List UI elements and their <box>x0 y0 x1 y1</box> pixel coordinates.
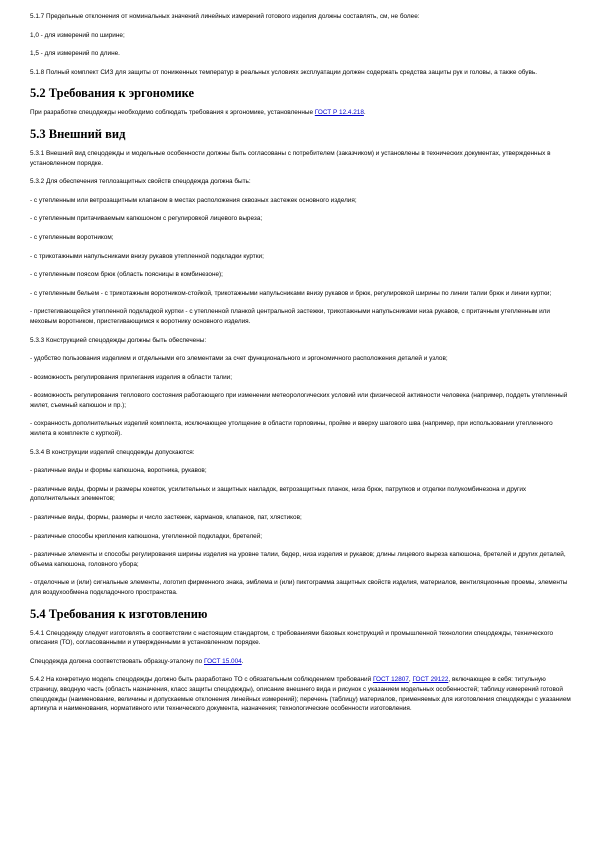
list-item-fastening-methods: - различные способы крепления капюшона, утепленной подкладки, бретелей; <box>30 532 263 540</box>
heading-5-3-appearance: 5.3 Внешний вид <box>30 126 126 141</box>
paragraph-5-3-2: 5.3.2 Для обеспечения теплозащитных свойств спецодежда должна быть: <box>30 178 251 186</box>
list-item-cuffs: - с трикотажными напульсниками внизу рукавов утепленной подкладки куртки; <box>30 252 264 260</box>
link-separator: , <box>408 676 413 684</box>
list-item-lining: - пристегивающейся утепленной подкладкой куртки - с утепленной планкой центральной застежки, трикотажными напульсниками низа рукавов, с притачным утепленным или меховым воротником, пристегивающимся к воротнику основного изделия. <box>30 308 550 325</box>
paragraph-5-4-2 <box>30 675 575 713</box>
ergonomics-text-end: . <box>363 109 366 117</box>
paragraph-5-3-1: 5.3.1 Внешний вид спецодежды и модельные особенности должны быть согласованы с потребителем (заказчиком) и установлены в технических документах, утвержденных в установленном порядке. <box>30 149 551 167</box>
paragraph-5-3-4: 5.3.4 В конструкции изделий спецодежды допускаются: <box>30 448 195 456</box>
list-item-underwear: - с утепленным бельем - с трикотажным воротником-стойкой, трикотажными напульсниками внизу рукавов и брюк, регулировкой ширины по линии талии брюк и линии куртки; <box>30 289 552 297</box>
list-item-hood-types: - различные виды и формы капюшона, воротника, рукавов; <box>30 467 207 475</box>
list-item-set-integrity: - сохранность дополнительных изделий комплекта, исключающее утолщение в области горловины, пройме и вверху шагового шва (например, при использовании утепленного жилета в комплекте с курткой). <box>30 420 553 438</box>
reference-sample-text-end: . <box>241 657 244 665</box>
list-item-yokes: - различные виды, формы и размеры кокеток, усилительных и защитных накладок, ветрозащитных планок, низа брюк, патрупков и отделки полукомбинезона и других дополнительных элементов; <box>30 485 527 503</box>
reference-sample-text: Спецодежда должна соответствовать образцу-эталону по <box>30 657 204 665</box>
link-gost-15-004[interactable]: ГОСТ 15.004 <box>203 657 242 665</box>
list-item-waistband: - с утепленным поясом брюк (область поясницы в комбинезоне); <box>30 271 223 279</box>
list-item-waist-fit: - возможность регулирования прилегания изделия в области талии; <box>30 373 233 381</box>
link-gost-12807[interactable]: ГОСТ 12807 <box>372 676 409 684</box>
technical-description-text: 5.4.2 На конкретную модель спецодежды должно быть разработано ТО с обязательным соблюдением требований <box>30 676 373 684</box>
ergonomics-text: При разработке спецодежды необходимо соблюдать требования к эргономике, установленные <box>30 109 315 117</box>
list-item-hood: - с утепленным притачиваемым капюшоном с регулировкой лицевого выреза; <box>30 215 263 223</box>
list-item-flap: - с утепленным или ветрозащитным клапаном в местах расположения сквозных застежек основного изделия; <box>30 196 357 204</box>
paragraph-width-tolerance: 1,0 - для измерений по ширине; <box>30 31 125 39</box>
heading-5-4-manufacturing: 5.4 Требования к изготовлению <box>30 606 208 621</box>
paragraph-ergonomics <box>30 108 575 118</box>
list-item-collar: - с утепленным воротником; <box>30 233 114 241</box>
paragraph-length-tolerance: 1,5 - для измерений по длине. <box>30 50 120 58</box>
paragraph-reference-sample <box>30 657 575 667</box>
list-item-adjustment: - различные элементы и способы регулирования ширины изделия на уровне талии, бедер, низа изделия и рукавов; длины лицевого выреза капюшона, бретелей и других деталей, объема капюшона, головного убора; <box>30 551 566 568</box>
heading-5-2-ergonomics: 5.2 Требования к эргономике <box>30 86 195 101</box>
list-item-fasteners: - различные виды, формы, размеры и число застежек, карманов, клапанов, пат, хлястиков; <box>30 514 302 522</box>
list-item-convenience: - удобство пользования изделием и отдельными его элементами за счет функционального и эргономичного расположения деталей и узлов; <box>30 355 448 363</box>
paragraph-5-3-3: 5.3.3 Конструкцией спецодежды должны быть обеспечены: <box>30 336 207 344</box>
list-item-thermal-regulation: - возможность регулирования теплового состояния работающего при изменении метеорологических условий или физической активности человека (например, поддеть утепленный жилет, съемный капюшон и пр.); <box>30 392 568 409</box>
link-gost-29122[interactable]: ГОСТ 29122 <box>412 676 449 684</box>
link-gost-r-12-4-218[interactable]: ГОСТ Р 12.4.218 <box>314 109 364 117</box>
technical-description-text-end: , включающее в себя: титульную страницу, вводную часть (область назначения, класс защиты спецодежды), описание внешнего вида и рисунок с указанием модельных особенностей; таблицу измерений готовой спецодежды (наименование, величины и допускаемые отклонения линейных измерений); перечень (таблицу) материалов, применяемых для изготовления спецодежды с указанием артикула и наименования, нормативного или технического документа, назначения; технологические особенности изготовления. <box>30 676 571 713</box>
paragraph-5-4-1: 5.4.1 Спецодежду следует изготовлять в соответствии с настоящим стандартом, с требованиями базовых конструкций и промышленной технологии спецодежды, технического описания (ТО), согласованными и утвержденными в установленном порядке. <box>30 629 554 647</box>
paragraph-5-1-8: 5.1.8 Полный комплект СИЗ для защиты от пониженных температур в реальных условиях эксплуатации должен содержать средства защиты рук и головы, а также обувь. <box>30 68 537 76</box>
list-item-signal-elements: - отделочные и (или) сигнальные элементы, логотип фирменного знака, эмблема и (или) пиктограмма защитных свойств изделия, материалов, вентиляционные проемы, элементы для воздухообмена подкладочного пространства. <box>30 579 568 596</box>
paragraph-5-1-7: 5.1.7 Предельные отклонения от номинальных значений линейных измерений готового изделия должны составлять, см, не более: <box>30 13 420 20</box>
